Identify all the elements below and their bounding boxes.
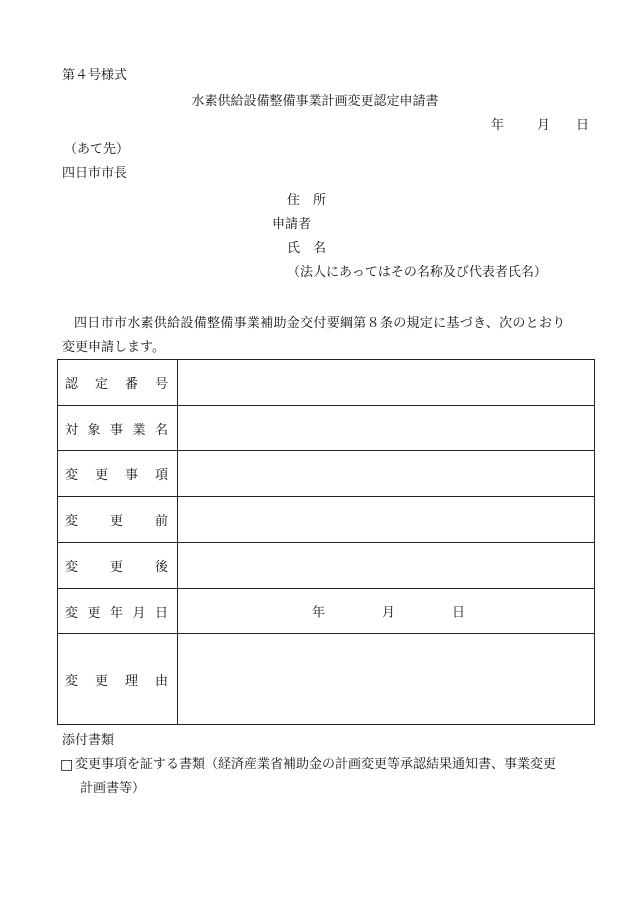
change-date-month: 月: [382, 605, 396, 621]
form-number: 第４号様式: [62, 68, 128, 83]
change-date-year: 年: [312, 605, 326, 621]
table-row: [58, 360, 595, 406]
row-label-project-name: 対 象 事 業 名: [58, 406, 178, 451]
attachment-text-line1: 変更事項を証する書類（経済産業省補助金の計画変更等承認結果通知書、事業変更: [75, 757, 557, 772]
change-date-day: 日: [452, 605, 466, 621]
applicant-note: （法人にあってはその名称及び代表者氏名）: [287, 265, 547, 280]
row-label-approval-number: 認 定 番 号: [58, 360, 178, 406]
body-text-line1: 四日市市水素供給設備整備事業補助金交付要綱第８条の規定に基づき、次のとおり: [74, 316, 566, 331]
table-row: [58, 543, 595, 589]
attachment-text-line2: 計画書等）: [80, 781, 146, 796]
attachments-label: 添付書類: [62, 733, 115, 748]
row-label-change-items: 変 更 事 項: [58, 451, 178, 497]
row-label-before-change: 変 更 前: [58, 497, 178, 543]
value-change-items[interactable]: [178, 451, 595, 497]
value-after-change[interactable]: [178, 543, 595, 589]
change-details-table: [57, 359, 595, 725]
value-approval-number[interactable]: [178, 360, 595, 406]
value-change-reason[interactable]: [178, 634, 595, 725]
table-row: [58, 451, 595, 497]
value-change-date[interactable]: [178, 589, 595, 634]
page-title: 水素供給設備整備事業計画変更認定申請書: [191, 94, 439, 109]
table-row: [58, 634, 595, 725]
table-row: [58, 589, 595, 634]
applicant-label: 申請者: [272, 217, 312, 232]
body-text-line2: 変更申請します。: [62, 340, 165, 355]
applicant-address-label: 住 所: [287, 193, 327, 208]
row-label-change-date: 変 更 年 月 日: [58, 589, 178, 634]
table-row: [58, 497, 595, 543]
addressee-prefix: （あて先）: [64, 142, 130, 157]
row-label-after-change: 変 更 後: [58, 543, 178, 589]
table-row: [58, 406, 595, 451]
addressee: 四日市市長: [62, 166, 128, 181]
date-header-year: 年: [491, 118, 505, 133]
date-header-day: 日: [576, 118, 590, 133]
applicant-name-label: 氏 名: [287, 241, 327, 256]
attachment-checkbox[interactable]: □: [60, 757, 74, 773]
row-label-change-reason: 変 更 理 由: [58, 634, 178, 725]
value-before-change[interactable]: [178, 497, 595, 543]
date-header-month: 月: [537, 118, 551, 133]
value-project-name[interactable]: [178, 406, 595, 451]
